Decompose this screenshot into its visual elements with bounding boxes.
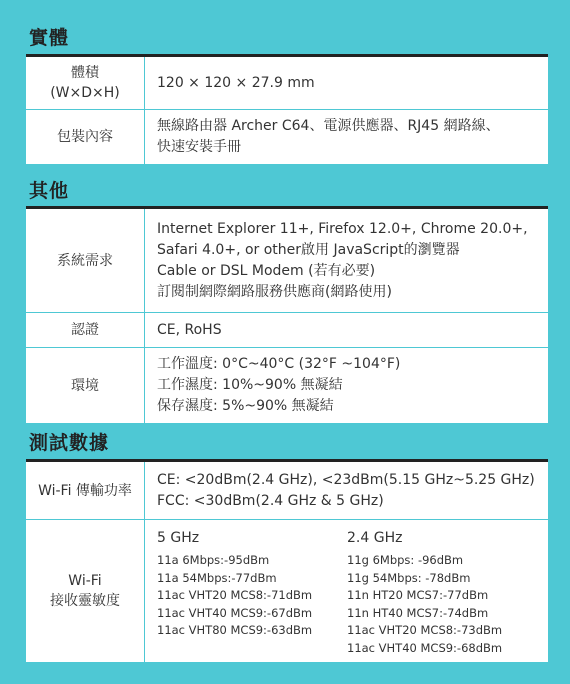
section-title-physical: 實體 bbox=[29, 27, 70, 49]
sensitivity-item: 11g 6Mbps: -96dBm bbox=[347, 553, 464, 567]
row-wifi-sensitivity bbox=[26, 519, 548, 662]
value-system-requirements bbox=[145, 209, 548, 312]
system-req-line: Internet Explorer 11+, Firefox 12.0+, Chrome 20.0+, bbox=[157, 220, 528, 237]
system-req-line: Safari 4.0+, or other啟用 JavaScript的瀏覽器 bbox=[157, 241, 460, 258]
column-24ghz-title: 2.4 GHz bbox=[347, 530, 403, 546]
label-environment: 環境 bbox=[26, 348, 145, 423]
value-dimensions-text: 120 × 120 × 27.9 mm bbox=[157, 74, 315, 91]
sensitivity-item: 11ac VHT40 MCS9:-68dBm bbox=[347, 640, 503, 655]
label-dimensions bbox=[26, 57, 145, 109]
value-wifi-power bbox=[145, 462, 548, 519]
label-certification: 認證 bbox=[26, 313, 145, 347]
environment-line: 保存濕度: 5%~90% 無凝結 bbox=[157, 398, 334, 414]
value-dimensions bbox=[145, 57, 548, 109]
sensitivity-item: 11n HT20 MCS7:-77dBm bbox=[347, 588, 489, 602]
column-24ghz bbox=[347, 528, 537, 657]
table-other bbox=[26, 206, 548, 423]
row-environment bbox=[26, 347, 548, 423]
sensitivity-item: 11g 54Mbps: -78dBm bbox=[347, 570, 471, 585]
section-title-other: 其他 bbox=[29, 180, 70, 202]
sensitivity-item: 11a 54Mbps:-77dBm bbox=[157, 570, 277, 585]
label-wifi-sensitivity bbox=[26, 520, 145, 662]
label-system-requirements: 系統需求 bbox=[26, 209, 145, 312]
system-req-line: 訂閱制網際網路服務供應商(網路使用) bbox=[157, 283, 392, 300]
column-5ghz bbox=[157, 528, 347, 657]
sensitivity-item: 11n HT40 MCS7:-74dBm bbox=[347, 605, 489, 620]
environment-line: 工作濕度: 10%~90% 無凝結 bbox=[157, 377, 343, 393]
row-dimensions bbox=[26, 57, 548, 109]
sensitivity-item: 11ac VHT20 MCS8:-73dBm bbox=[347, 623, 503, 637]
row-wifi-power bbox=[26, 462, 548, 519]
sensitivity-item: 11ac VHT20 MCS8:-71dBm bbox=[157, 588, 313, 602]
sensitivity-item: 11ac VHT80 MCS9:-63dBm bbox=[157, 623, 313, 637]
label-dimensions-line1: 體積 bbox=[70, 65, 99, 81]
sensitivity-item: 11ac VHT40 MCS9:-67dBm bbox=[157, 605, 313, 620]
label-wifi-power: Wi-Fi 傳輸功率 bbox=[26, 462, 145, 519]
value-certification bbox=[145, 313, 548, 347]
wifi-power-line: FCC: <30dBm(2.4 GHz & 5 GHz) bbox=[157, 492, 384, 509]
sensitivity-item: 11a 6Mbps:-95dBm bbox=[157, 553, 270, 567]
label-sensitivity-line2: 接收靈敏度 bbox=[50, 593, 120, 609]
label-sensitivity-line1: Wi-Fi bbox=[68, 573, 102, 589]
value-environment bbox=[145, 348, 548, 423]
value-package bbox=[145, 110, 548, 164]
system-req-line: Cable or DSL Modem (若有必要) bbox=[157, 262, 376, 279]
row-package bbox=[26, 109, 548, 164]
wifi-power-line: CE: <20dBm(2.4 GHz), <23dBm(5.15 GHz~5.25 GHz) bbox=[157, 471, 535, 488]
sensitivity-columns bbox=[157, 528, 548, 657]
value-certification-text: CE, RoHS bbox=[157, 321, 222, 338]
column-5ghz-title: 5 GHz bbox=[157, 530, 200, 546]
value-package-line2: 快速安裝手冊 bbox=[157, 139, 241, 155]
environment-line: 工作溫度: 0°C~40°C (32°F ~104°F) bbox=[157, 356, 401, 372]
value-package-line1: 無線路由器 Archer C64、電源供應器、RJ45 網路線、 bbox=[157, 118, 500, 134]
table-physical bbox=[26, 54, 548, 164]
value-wifi-sensitivity bbox=[145, 520, 548, 662]
label-package: 包裝內容 bbox=[26, 110, 145, 164]
label-dimensions-line2: (W×D×H) bbox=[50, 85, 120, 101]
row-certification bbox=[26, 312, 548, 347]
table-test-data bbox=[26, 459, 548, 662]
section-title-test-data: 測試數據 bbox=[29, 432, 110, 454]
row-system-requirements bbox=[26, 209, 548, 312]
